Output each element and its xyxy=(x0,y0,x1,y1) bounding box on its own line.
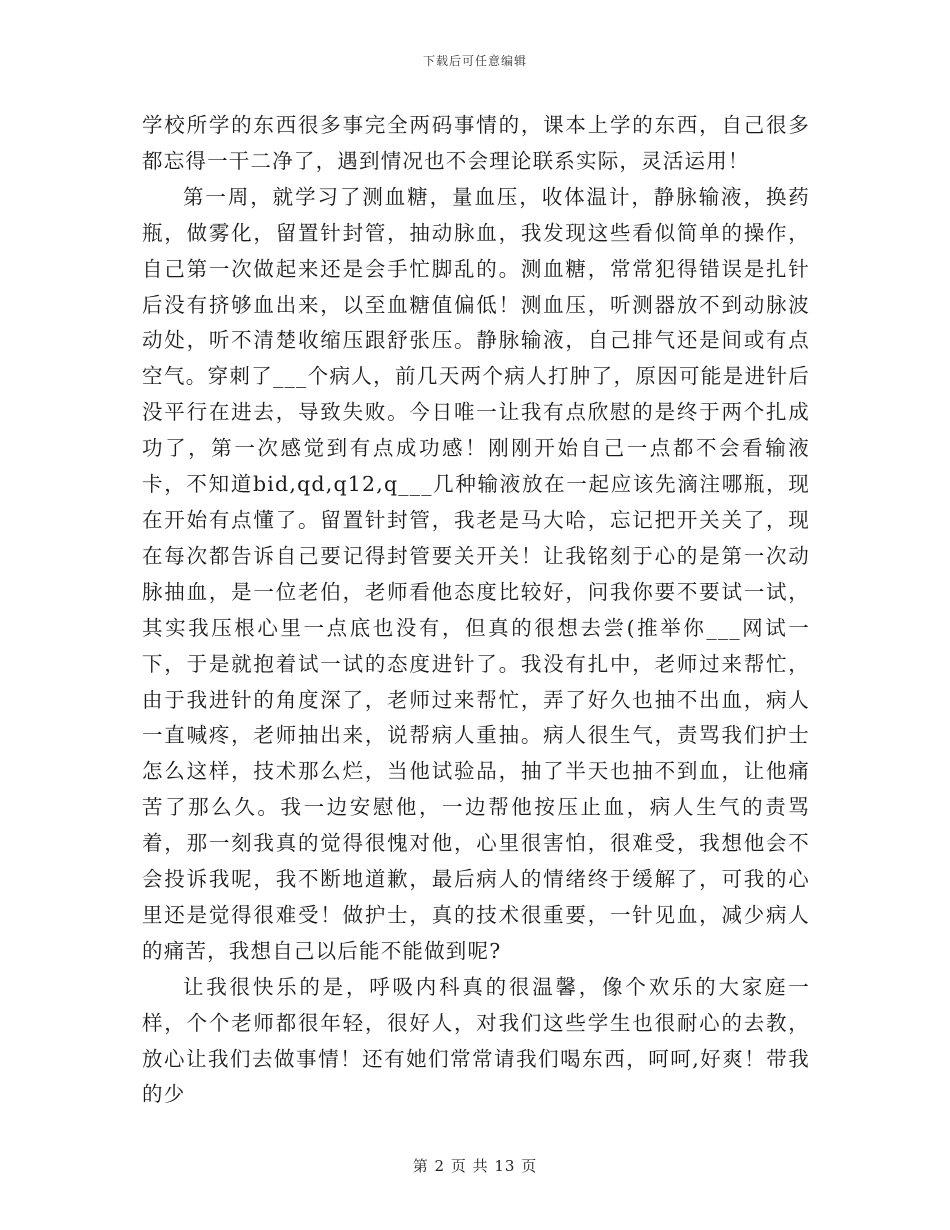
page-number: 第 2 页 共 13 页 xyxy=(412,1157,538,1175)
paragraph-first-week: 第一周，就学习了测血糖，量血压，收体温计，静脉输液，换药瓶，做雾化，留置针封管，抽动脉血，我发现这些看似简单的操作，自己第一次做起来还是会手忙脚乱的。测血糖，常常犯得错误是扎针后没有挤够血出来，以至血糖值偏低！测血压，听测器放不到动脉波动处，听不清楚收缩压跟舒张压。静脉输液，自己排气还是间或有点空气。穿刺了___个病人，前几天两个病人打肿了，原因可能是进针后没平行在进去，导致失败。今日唯一让我有点欣慰的是终于两个扎成功了，第一次感觉到有点成功感！刚刚开始自己一点都不会看输液卡，不知道bid,qd,q12,q___几种输液放在一起应该先滴注哪瓶，现在开始有点懂了。留置针封管，我老是马大哈，忘记把开关关了，现在每次都告诉自己要记得封管要关开关！让我铭刻于心的是第一次动脉抽血，是一位老伯，老师看他态度比较好，问我你要不要试一试，其实我压根心里一点底也没有，但真的很想去尝(推举你___网试一下，于是就抱着试一试的态度进针了。我没有扎中，老师过来帮忙，由于我进针的角度深了，老师过来帮忙，弄了好久也抽不出血，病人一直喊疼，老师抽出来，说帮病人重抽。病人很生气，责骂我们护士怎么这样，技术那么烂，当他试验品，抽了半天也抽不到血，让他痛苦了那么久。我一边安慰他，一边帮他按压止血，病人生气的责骂着，那一刻我真的觉得很愧对他，心里很害怕，很难受，我想他会不会投诉我呢，我不断地道歉，最后病人的情绪终于缓解了，可我的心里还是觉得很难受！做护士，真的技术很重要，一针见血，减少病人的痛苦，我想自己以后能不能做到呢? xyxy=(142,184,810,963)
paragraph-respiratory-department: 让我很快乐的是，呼吸内科真的很温馨，像个欢乐的大家庭一样，个个老师都很年轻，很好人，对我们这些学生也很耐心的去教，放心让我们去做事情！还有她们常常请我们喝东西，呵呵,好爽！带我的少 xyxy=(142,974,810,1107)
document-body xyxy=(142,108,810,1113)
page-header: 下载后可任意编辑 xyxy=(422,54,527,68)
paragraph-continuation: 学校所学的东西很多事完全两码事情的，课本上学的东西，自己很多都忘得一干二净了，遇到情况也不会理论联系实际，灵活运用！ xyxy=(142,113,810,173)
